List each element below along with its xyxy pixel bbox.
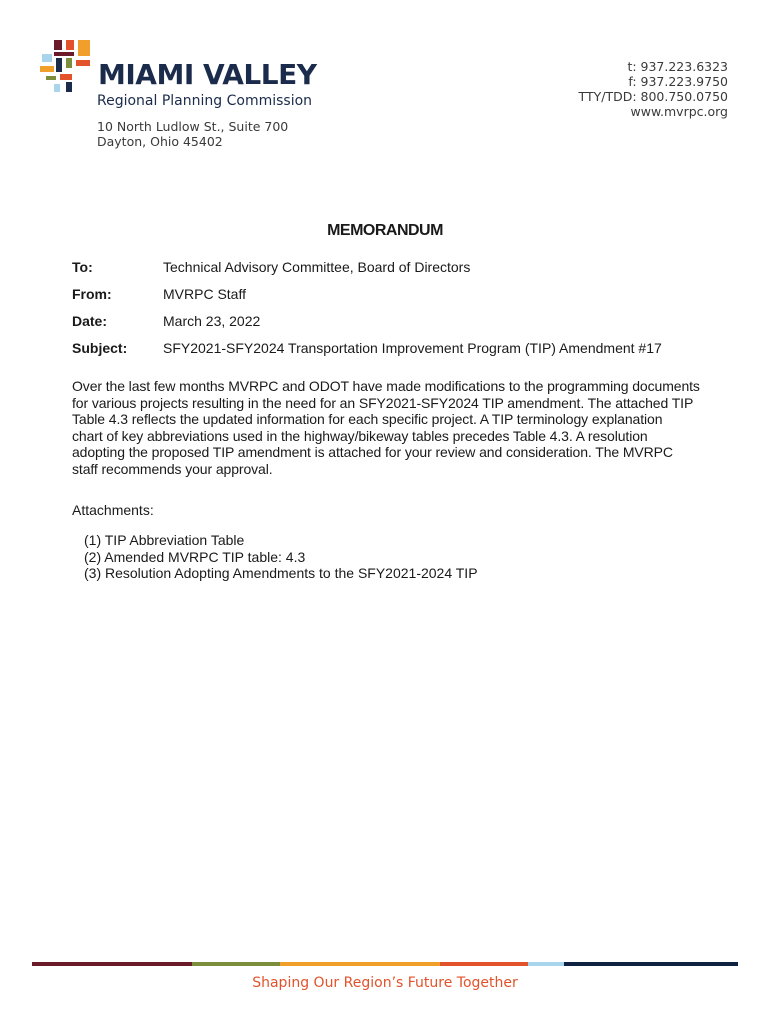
field-value: MVRPC Staff bbox=[163, 286, 246, 302]
body-line: adopting the proposed TIP amendment is attached for your review and consideration. The MVRPC bbox=[72, 444, 673, 460]
attachments-title: Attachments: bbox=[72, 502, 154, 518]
attachment-item: (2) Amended MVRPC TIP table: 4.3 bbox=[84, 548, 306, 565]
phone-number: t: 937.223.6323 bbox=[627, 59, 728, 74]
body-line: staff recommends your approval. bbox=[72, 460, 273, 477]
org-subtitle: Regional Planning Commission bbox=[97, 93, 313, 109]
field-label: Date: bbox=[72, 313, 108, 329]
body-line: for various projects resulting in the need for an SFY2021-SFY2024 TIP amendment. The attached TIP bbox=[72, 394, 694, 411]
field-label: Subject: bbox=[72, 340, 128, 356]
memo-fields bbox=[72, 258, 692, 366]
memo-field-date bbox=[72, 312, 692, 339]
bar-segment-orange bbox=[280, 962, 440, 966]
website-link[interactable]: www.mvrpc.org bbox=[630, 104, 728, 119]
field-label: From: bbox=[72, 286, 112, 302]
mvrpc-logo-icon bbox=[40, 40, 100, 92]
memo-title: MEMORANDUM bbox=[327, 222, 443, 239]
attachment-item: (3) Resolution Adopting Amendments to the SFY2021-2024 TIP bbox=[84, 565, 478, 581]
address-line: 10 North Ludlow St., Suite 700 bbox=[97, 119, 289, 134]
memo-field-from bbox=[72, 285, 692, 312]
bar-segment-red bbox=[440, 962, 528, 966]
footer-color-bar bbox=[32, 962, 738, 966]
tty-number: TTY/TDD: 800.750.0750 bbox=[578, 89, 728, 104]
body-line: Table 4.3 reflects the updated information for each specific project. A TIP terminology explanation bbox=[72, 411, 663, 427]
bar-segment-navy bbox=[564, 962, 738, 966]
attachments-list bbox=[84, 532, 478, 582]
field-label: To: bbox=[72, 259, 93, 275]
bar-segment-light-blue bbox=[528, 962, 564, 966]
field-value: March 23, 2022 bbox=[163, 313, 261, 329]
field-value: SFY2021-SFY2024 Transportation Improvement Program (TIP) Amendment #17 bbox=[163, 340, 662, 356]
org-name: MIAMI VALLEY bbox=[98, 58, 317, 91]
bar-segment-olive bbox=[192, 962, 280, 966]
memo-field-subject bbox=[72, 339, 692, 366]
memo-field-to bbox=[72, 258, 692, 285]
attachment-item: (1) TIP Abbreviation Table bbox=[84, 532, 245, 548]
body-line: chart of key abbreviations used in the highway/bikeway tables precedes Table 4.3. A resolution bbox=[72, 427, 648, 444]
fax-number: f: 937.223.9750 bbox=[628, 74, 728, 89]
footer-tagline: Shaping Our Region’s Future Together bbox=[252, 975, 518, 991]
address-block bbox=[97, 119, 288, 149]
address-line: Dayton, Ohio 45402 bbox=[97, 134, 223, 149]
body-line: Over the last few months MVRPC and ODOT have made modifications to the programming documents bbox=[72, 378, 700, 394]
bar-segment-maroon bbox=[32, 962, 192, 966]
field-value: Technical Advisory Committee, Board of Directors bbox=[163, 259, 471, 275]
contact-block bbox=[579, 59, 728, 119]
memo-body bbox=[72, 378, 712, 477]
